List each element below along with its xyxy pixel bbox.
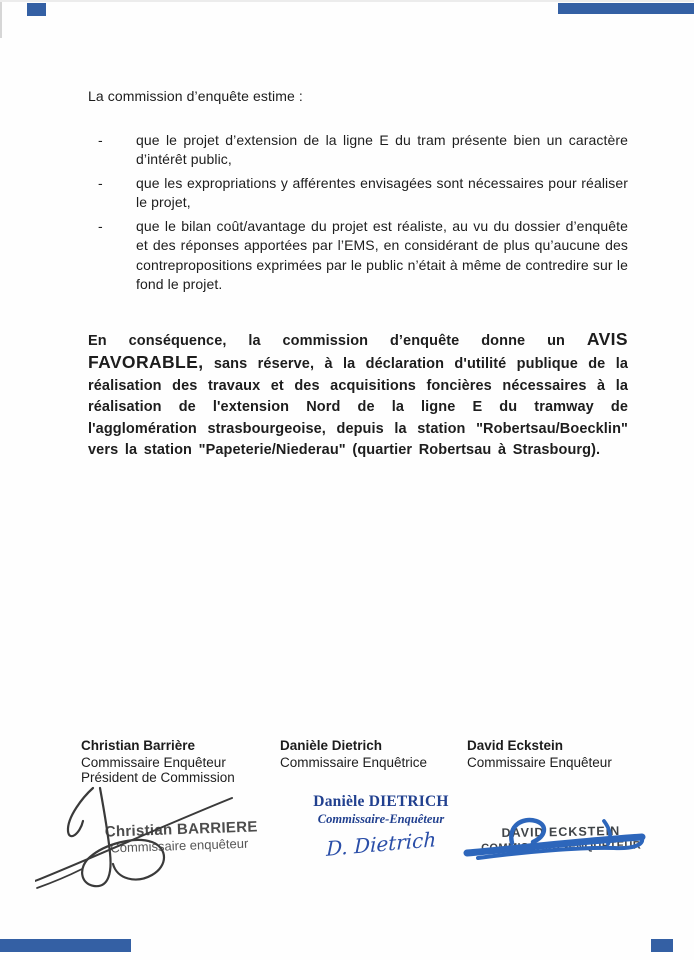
signatory-role: Président de Commission — [81, 770, 235, 785]
bullet-dash: - — [98, 217, 103, 234]
blue-corner-mark-top-right — [558, 3, 694, 14]
bullet-text: que le bilan coût/avantage du projet est réaliste, au vu du dossier d’enquête et des réponses apportées par l’EMS, en considérant de plus qu’aucune des contrepropositions exprimées par le public n’était à même de contredire sur le fond le projet. — [136, 217, 628, 292]
signatory-role: Commissaire Enquêtrice — [280, 754, 428, 770]
stamp-name-line: Christian BARRIERE — [104, 818, 258, 841]
intro-line: La commission d’enquête estime : — [88, 88, 303, 104]
bullet-text: que les expropriations y afférentes envisagées sont nécessaires pour réaliser le projet, — [136, 174, 628, 210]
signatory-block-eckstein — [467, 738, 612, 770]
bullet-dash: - — [98, 174, 103, 191]
scan-edge-artifact-top — [0, 0, 694, 2]
signatory-role: Commissaire Enquêteur — [81, 754, 226, 770]
conclusion-before: En conséquence, la commission d’enquête donne un — [88, 332, 587, 349]
conclusion-after: sans réserve, à la déclaration d'utilité publique de la réalisation des travaux et des acquisitions foncières nécessaires à la réalisation de l'extension Nord de la ligne E du tramway de l'agglomération strasbourgeoise, depuis la station "Robertsau/Boecklin" vers la station "Papeterie/Niederau" (quartier Robertsau à Strasbourg). — [88, 356, 628, 458]
stamp-role-line: Commissaire enquêteur — [110, 835, 249, 856]
scan-edge-artifact-left — [0, 2, 2, 38]
signatory-name: David Eckstein — [467, 738, 564, 753]
blue-corner-mark-top-left — [27, 3, 46, 16]
dietrich-stamp — [296, 793, 466, 861]
stamp-name-line: DAVID ECKSTEIN — [501, 823, 621, 841]
stamp-name-line: Danièle DIETRICH — [313, 793, 449, 810]
dietrich-handwritten-signature: D. Dietrich — [325, 827, 437, 861]
stamp-role-line: Commissaire-Enquêteur — [317, 812, 445, 826]
signatory-name: Christian Barrière — [81, 738, 196, 753]
bullet-item-3 — [88, 217, 628, 295]
conclusion-paragraph — [88, 329, 628, 462]
signatory-role: Commissaire Enquêteur — [467, 754, 612, 770]
document-body — [88, 87, 628, 462]
eckstein-handwritten-signature — [462, 812, 650, 864]
signatory-name: Danièle Dietrich — [280, 738, 383, 753]
avis-favorable-highlight: AVIS FAVORABLE, — [88, 328, 628, 372]
blue-corner-mark-bottom-left — [0, 939, 131, 952]
barriere-handwritten-signature — [35, 775, 270, 910]
bullet-item-2 — [88, 174, 628, 213]
stamp-role-line: COMMISSAIRE-ENQUÊTEUR — [481, 839, 642, 855]
blue-corner-mark-bottom-right — [651, 939, 673, 952]
bullet-item-1 — [88, 131, 628, 170]
signatory-block-dietrich — [280, 738, 427, 770]
bullet-dash: - — [98, 131, 103, 148]
bullet-text: que le projet d’extension de la ligne E du tram présente bien un caractère d’intérêt public, — [136, 131, 628, 167]
